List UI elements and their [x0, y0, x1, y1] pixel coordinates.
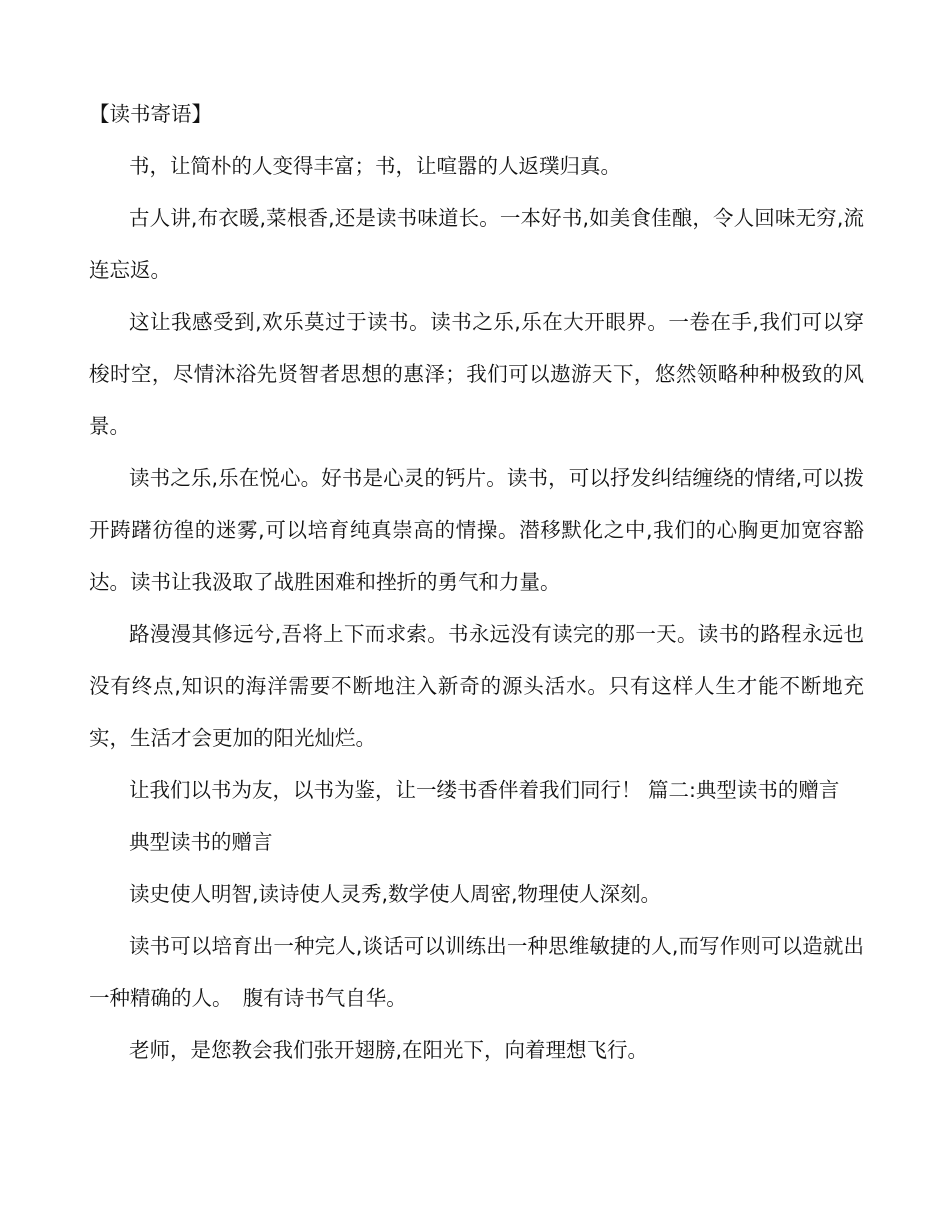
paragraph: 读史使人明智,读诗使人灵秀,数学使人周密,物理使人深刻。 [129, 882, 662, 906]
document-body [89, 88, 864, 1076]
paragraph: 这让我感受到,欢乐莫过于读书。读书之乐,乐在大开眼界。一卷在手,我们可以穿梭时空，尽情沐浴先贤智者思想的惠泽；我们可以遨游天下，悠然领略种种极致的风景。 [89, 310, 864, 438]
paragraph: 老师，是您教会我们张开翅膀,在阳光下，向着理想飞行。 [129, 1038, 649, 1062]
paragraph: 路漫漫其修远兮,吾将上下而求索。书永远没有读完的那一天。读书的路程永远也没有终点,知识的海洋需要不断地注入新奇的源头活水。只有这样人生才能不断地充实，生活才会更加的阳光灿烂。 [89, 622, 864, 750]
paragraph: 典型读书的赠言 [129, 830, 273, 854]
paragraph: 读书可以培育出一种完人,谈话可以训练出一种思维敏捷的人,而写作则可以造就出一种精确的人。 腹有诗书气自华。 [89, 934, 864, 1010]
paragraph: 书，让简朴的人变得丰富；书，让喧嚣的人返璞归真。 [129, 154, 621, 178]
section-heading: 【读书寄语】 [89, 102, 212, 126]
paragraph: 让我们以书为友，以书为鉴，让一缕书香伴着我们同行！ 篇二:典型读书的赠言 [129, 778, 840, 802]
paragraph: 古人讲,布衣暖,菜根香,还是读书味道长。一本好书,如美食佳酿，令人回味无穷,流连忘返。 [89, 206, 864, 282]
paragraph: 读书之乐,乐在悦心。好书是心灵的钙片。读书，可以抒发纠结缠绕的情绪,可以拨开踌躇彷徨的迷雾,可以培育纯真崇高的情操。潜移默化之中,我们的心胸更加宽容豁达。读书让我汲取了战胜困难和挫折的勇气和力量。 [89, 466, 864, 594]
